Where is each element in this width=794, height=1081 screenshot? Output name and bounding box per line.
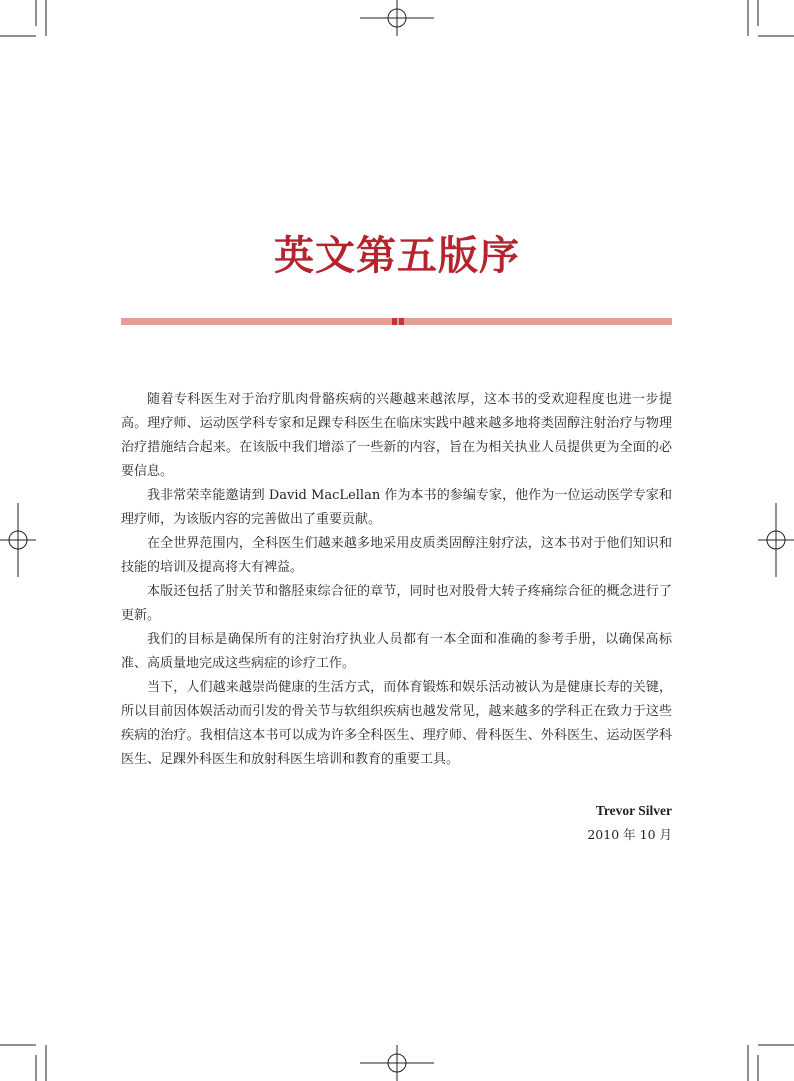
page-title: 英文第五版序 <box>274 232 520 279</box>
paragraph: 我非常荣幸能邀请到 David MacLellan 作为本书的参编专家，他作为一位运动医学专家和理疗师，为该版内容的完善做出了重要贡献。 <box>121 488 672 527</box>
paragraph: 在全世界范围内，全科医生们越来越多地采用皮质类固醇注射疗法，这本书对于他们知识和技能的培训及提高将大有裨益。 <box>121 536 672 575</box>
author-name: Trevor Silver <box>595 803 672 818</box>
signature-date: 2010 年 10 月 <box>587 827 672 842</box>
preface-body <box>121 388 672 772</box>
signature-block <box>587 799 672 847</box>
paragraph: 我们的目标是确保所有的注射治疗执业人员都有一本全面和准确的参考手册，以确保高标准、高质量地完成这些病症的诊疗工作。 <box>121 632 672 671</box>
paragraph: 当下，人们越来越崇尚健康的生活方式，而体育锻炼和娱乐活动被认为是健康长寿的关键，所以目前因体娱活动而引发的骨关节与软组织疾病也越发常见，越来越多的学科正在致力于这些疾病的治疗。我相信这本书可以成为许多全科医生、理疗师、骨科医生、外科医生、运动医学科医生、足踝外科医生和放射科医生培训和教育的重要工具。 <box>121 680 672 767</box>
paragraph: 随着专科医生对于治疗肌肉骨骼疾病的兴趣越来越浓厚，这本书的受欢迎程度也进一步提高。理疗师、运动医学科专家和足踝专科医生在临床实践中越来越多地将类固醇注射治疗与物理治疗措施结合起来。在该版中我们增添了一些新的内容，旨在为相关执业人员提供更为全面的必要信息。 <box>121 392 672 479</box>
paragraph: 本版还包括了肘关节和髂胫束综合征的章节，同时也对股骨大转子疼痛综合征的概念进行了更新。 <box>121 584 672 623</box>
title-underline-ornament <box>392 318 404 325</box>
